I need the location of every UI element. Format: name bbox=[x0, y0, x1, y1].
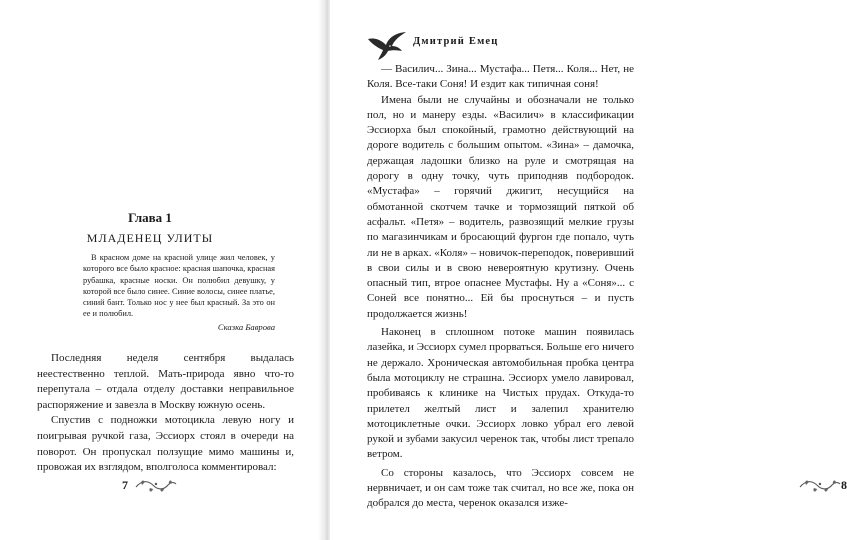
epigraph-author: Сказка Баврова bbox=[217, 321, 275, 332]
bird-icon bbox=[366, 31, 410, 61]
paragraph: — Василич... Зина... Мустафа... Петя... Коля... Нет, не Коля. Все-таки Соня! И ездит как типичная соня! bbox=[367, 63, 634, 91]
left-page-body bbox=[37, 351, 294, 476]
paragraph: Имена были не случайны и обозначали не только пол, но и манеру езды. «Василич» в классификации Эссиорха был спокойный, грамотно действующий на дороге водитель с большим опытом. «Зина» – дамочка, держащая ладошки близко на руле и смотрящая на дорогу в одну точку, чуть приподняв подбородок. «Мустафа» – горячий джигит, несущийся на обмотанной скотчем тачке и тормозящий пяткой об асфальт. «Петя» – водитель, развозящий мелкие грузы по магазинчикам и бросающий фургон где попало, чуть ли не в арках. «Коля» – новичок-переподок, поверивший в свои силы и в свою невероятную крутизну. Очень опасный тип, втрое опаснее Мустафы. Ну а «Соня»... с Соней все понятно... Ей бы проснуться – и пусть продолжается жизнь! bbox=[367, 93, 634, 320]
paragraph: Спустив с подножки мотоцикла левую ногу и поигрывая ручкой газа, Эссиорх стоял в очереди на поворот. Он пропускал ползущие мимо машины и, провожая их взглядом, вполголоса комментировал: bbox=[37, 414, 294, 474]
epigraph-text: В красном доме на красной улице жил человек, у которого все было красное: красная шапочка, красная рубашка, красные носки. Он полюбил девушку, у которой все было синее. Синие волосы, синее платье, синий бант. Только нос у нее был красный. За это он ее и полюбил. bbox=[83, 253, 275, 319]
chapter-title: Глава 1 bbox=[128, 210, 172, 225]
page-number-left: 7 bbox=[122, 478, 128, 492]
paragraph: Наконец в сплошном потоке машин появилась лазейка, и Эссиорх сумел прорваться. Больше его ничего не держало. Хроническая автомобильная пробка центра была мотоциклу не страшна. Эссиорх умело лавировал, пробиваясь к клинике на Чистых прудах. Откуда-то прилетел желтый лист и залепил хранителю мотоциклетные очки. Эссиорх ловко убрал его левой рукой и зубами закусил черенок так, чтобы лист трепало ветром. bbox=[367, 326, 634, 461]
epigraph bbox=[83, 252, 275, 333]
left-page bbox=[0, 0, 324, 540]
paragraph: Последняя неделя сентября выдалась неестественно теплой. Мать-природа явно что-то перепутала – отдала отделу доставки неправильное распоряжение и завезла в Москву южную осень. bbox=[37, 352, 294, 411]
floral-ornament-icon bbox=[798, 476, 842, 494]
chapter-subtitle: МЛАДЕНЕЦ УЛИТЫ bbox=[86, 231, 214, 245]
page-number-right: 8 bbox=[841, 478, 847, 492]
running-head: Дмитрий Емец bbox=[413, 36, 499, 47]
floral-ornament-icon bbox=[134, 476, 178, 494]
right-page-body bbox=[367, 62, 634, 512]
right-page bbox=[330, 0, 847, 540]
paragraph: Со стороны казалось, что Эссиорх совсем не нервничает, и он сам тоже так считал, но все же, пока он добрался до места, черенок оказался изже- bbox=[367, 466, 634, 510]
